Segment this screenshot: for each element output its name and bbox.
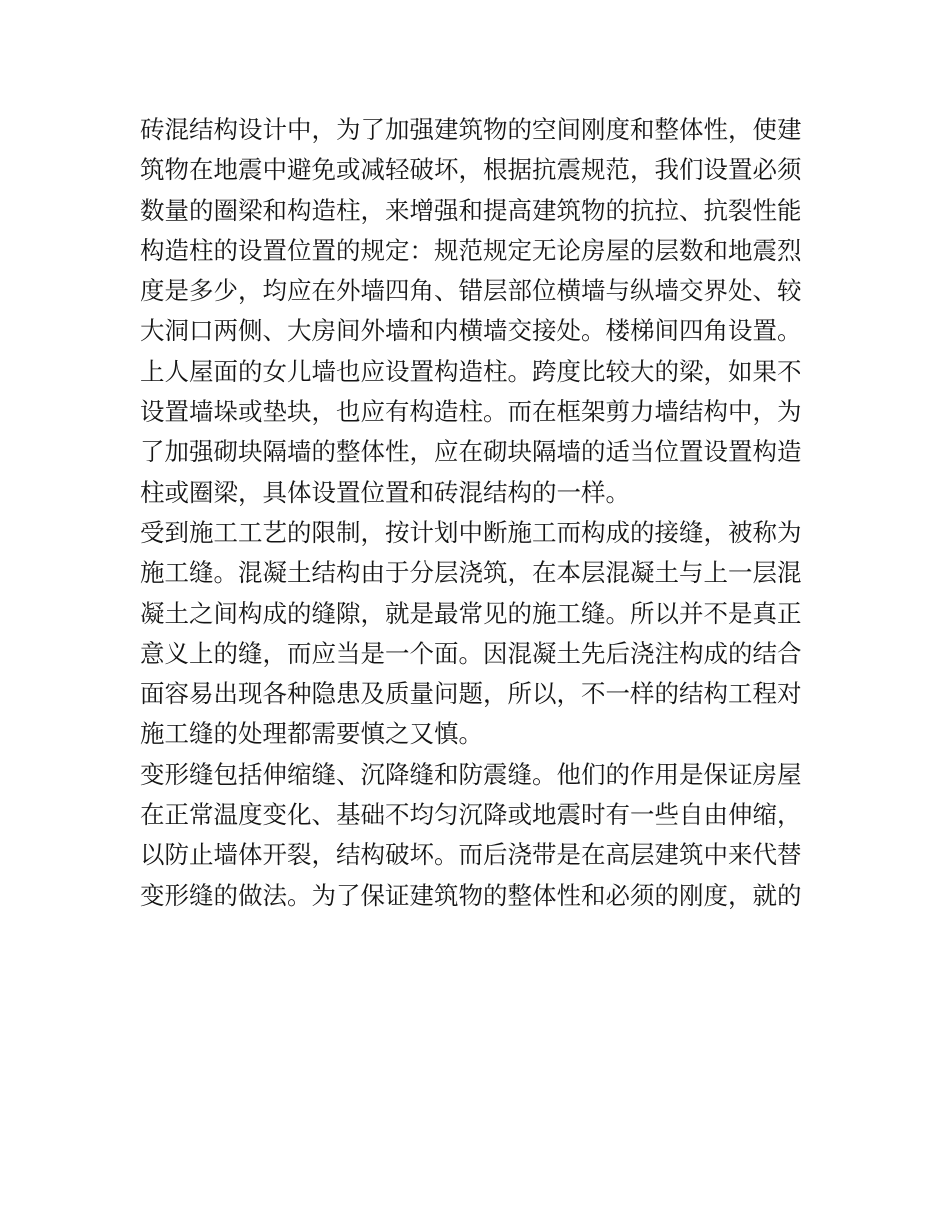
text-line: 意义上的缝，而应当是一个面。因混凝土先后浇注构成的结合 [140, 638, 802, 668]
text-line: 度是多少，均应在外墙四角、错层部位横墙与纵墙交界处、较 [140, 276, 802, 306]
text-line: 变形缝包括伸缩缝、沉降缝和防震缝。他们的作用是保证房屋 [140, 759, 802, 789]
text-line: 施工缝的处理都需要慎之又慎。 [140, 719, 483, 749]
text-line: 大洞口两侧、大房间外墙和内横墙交接处。楼梯间四角设置。 [140, 316, 802, 346]
text-line: 砖混结构设计中，为了加强建筑物的空间刚度和整体性，使建 [140, 115, 802, 144]
text-line: 在正常温度变化、基础不均匀沉降或地震时有一些自由伸缩， [140, 800, 802, 830]
text-line: 构造柱的设置位置的规定：规范规定无论房屋的层数和地震烈 [140, 235, 802, 265]
text-line: 了加强砌块隔墙的整体性，应在砌块隔墙的适当位置设置构造 [140, 437, 802, 467]
body-text [140, 110, 814, 916]
text-line: 柱或圈梁，具体设置位置和砖混结构的一样。 [140, 477, 630, 507]
text-line: 数量的圈梁和构造柱，来增强和提高建筑物的抗拉、抗裂性能 [140, 195, 802, 225]
text-line: 凝土之间构成的缝隙，就是最常见的施工缝。所以并不是真正 [140, 598, 802, 628]
text-line: 设置墙垛或垫块，也应有构造柱。而在框架剪力墙结构中，为 [140, 397, 802, 427]
text-line: 以防止墙体开裂，结构破坏。而后浇带是在高层建筑中来代替 [140, 840, 802, 870]
text-line: 变形缝的做法。为了保证建筑物的整体性和必须的刚度，就的 [140, 880, 802, 910]
text-line: 面容易出现各种隐患及质量问题，所以，不一样的结构工程对 [140, 679, 802, 709]
text-line: 受到施工工艺的限制，按计划中断施工而构成的接缝，被称为 [140, 517, 802, 547]
text-line: 筑物在地震中避免或减轻破坏，根据抗震规范，我们设置必须 [140, 155, 802, 185]
text-line: 施工缝。混凝土结构由于分层浇筑，在本层混凝土与上一层混 [140, 558, 802, 588]
text-line: 上人屋面的女儿墙也应设置构造柱。跨度比较大的梁，如果不 [140, 356, 802, 386]
